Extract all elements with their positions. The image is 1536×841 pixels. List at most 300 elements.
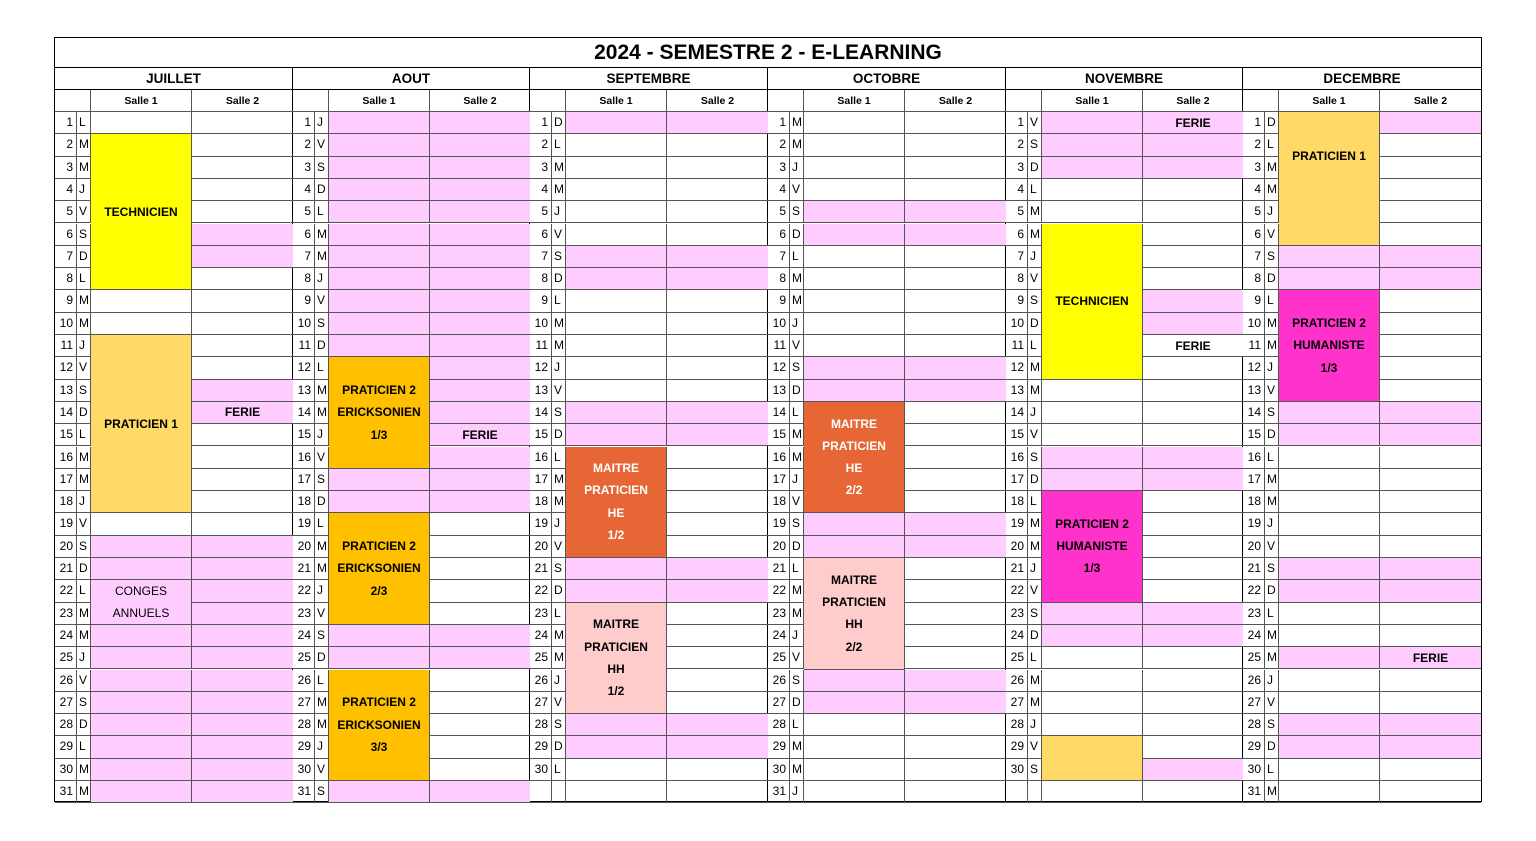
- salle-2-cell[interactable]: [192, 781, 293, 803]
- salle-1-cell[interactable]: [1042, 201, 1143, 223]
- salle-1-cell[interactable]: [1042, 134, 1143, 156]
- salle-2-cell[interactable]: [1380, 357, 1481, 379]
- salle-1-cell[interactable]: [1279, 647, 1380, 669]
- salle-2-cell[interactable]: [667, 157, 768, 179]
- salle-1-cell[interactable]: [1042, 424, 1143, 446]
- salle-2-cell[interactable]: [192, 714, 293, 736]
- salle-1-cell[interactable]: [804, 112, 905, 134]
- salle-1-cell[interactable]: [566, 201, 667, 223]
- salle-2-cell[interactable]: [192, 558, 293, 580]
- salle-1-cell[interactable]: [804, 536, 905, 558]
- salle-1-cell[interactable]: [1042, 692, 1143, 714]
- salle-2-cell[interactable]: [1143, 625, 1243, 647]
- salle-2-cell[interactable]: [905, 647, 1006, 669]
- salle-1-cell[interactable]: [1042, 714, 1143, 736]
- salle-2-cell[interactable]: [192, 246, 293, 268]
- salle-2-cell[interactable]: [1143, 201, 1243, 223]
- salle-2-cell[interactable]: [1143, 313, 1243, 335]
- salle-1-cell[interactable]: [1042, 447, 1143, 469]
- salle-2-cell[interactable]: [905, 759, 1006, 781]
- salle-1-cell[interactable]: [91, 781, 192, 803]
- salle-1-cell[interactable]: [329, 179, 430, 201]
- salle-1-cell[interactable]: [329, 112, 430, 134]
- salle-1-cell[interactable]: [804, 157, 905, 179]
- salle-2-cell[interactable]: [192, 469, 293, 491]
- salle-1-cell[interactable]: [329, 335, 430, 357]
- salle-2-cell[interactable]: [1143, 536, 1243, 558]
- salle-1-cell[interactable]: [1279, 603, 1380, 625]
- salle-2-cell[interactable]: [905, 536, 1006, 558]
- salle-2-cell[interactable]: [905, 736, 1006, 758]
- salle-1-cell[interactable]: [804, 714, 905, 736]
- salle-2-cell[interactable]: [192, 313, 293, 335]
- salle-2-cell[interactable]: [1380, 179, 1481, 201]
- salle-1-cell[interactable]: [804, 380, 905, 402]
- salle-2-cell[interactable]: [667, 558, 768, 580]
- salle-2-cell[interactable]: [667, 201, 768, 223]
- salle-1-cell[interactable]: [329, 157, 430, 179]
- salle-2-cell[interactable]: [430, 112, 530, 134]
- salle-2-cell[interactable]: [667, 580, 768, 602]
- salle-2-cell[interactable]: [1143, 513, 1243, 535]
- salle-2-cell[interactable]: [1380, 603, 1481, 625]
- salle-2-cell[interactable]: [430, 335, 530, 357]
- salle-1-cell[interactable]: [1279, 625, 1380, 647]
- salle-1-cell[interactable]: [566, 246, 667, 268]
- salle-2-cell[interactable]: [430, 781, 530, 803]
- session-block[interactable]: [329, 670, 430, 782]
- salle-2-cell[interactable]: [667, 134, 768, 156]
- salle-2-cell[interactable]: [1380, 290, 1481, 312]
- salle-2-cell[interactable]: [905, 670, 1006, 692]
- salle-1-cell[interactable]: [91, 714, 192, 736]
- salle-2-cell[interactable]: [1380, 558, 1481, 580]
- salle-1-cell[interactable]: [804, 736, 905, 758]
- salle-2-cell[interactable]: [1143, 670, 1243, 692]
- salle-2-cell[interactable]: [667, 781, 768, 803]
- salle-2-cell[interactable]: [1380, 736, 1481, 758]
- salle-2-cell[interactable]: [905, 290, 1006, 312]
- salle-2-cell[interactable]: [1380, 201, 1481, 223]
- salle-1-cell[interactable]: [1042, 112, 1143, 134]
- salle-2-cell[interactable]: [430, 759, 530, 781]
- salle-2-cell[interactable]: [430, 491, 530, 513]
- salle-2-cell[interactable]: [1380, 112, 1481, 134]
- salle-2-cell[interactable]: [1143, 290, 1243, 312]
- session-block[interactable]: [566, 603, 667, 715]
- salle-2-cell[interactable]: [430, 692, 530, 714]
- salle-2-cell[interactable]: [192, 357, 293, 379]
- salle-1-cell[interactable]: [329, 781, 430, 803]
- session-block[interactable]: [1279, 112, 1380, 246]
- salle-1-cell[interactable]: [804, 670, 905, 692]
- salle-2-cell[interactable]: [1380, 134, 1481, 156]
- salle-1-cell[interactable]: [566, 134, 667, 156]
- salle-2-cell[interactable]: [1380, 625, 1481, 647]
- salle-1-cell[interactable]: [329, 625, 430, 647]
- salle-2-cell[interactable]: [192, 224, 293, 246]
- salle-2-cell[interactable]: [667, 759, 768, 781]
- salle-2-cell[interactable]: [1143, 469, 1243, 491]
- salle-2-cell[interactable]: [1143, 424, 1243, 446]
- salle-1-cell[interactable]: [91, 313, 192, 335]
- session-block[interactable]: [1042, 736, 1143, 781]
- salle-2-cell[interactable]: [667, 335, 768, 357]
- salle-1-cell[interactable]: [804, 201, 905, 223]
- salle-1-cell[interactable]: [1279, 759, 1380, 781]
- session-block[interactable]: [192, 402, 293, 424]
- session-block[interactable]: [566, 447, 667, 559]
- salle-2-cell[interactable]: [430, 201, 530, 223]
- salle-2-cell[interactable]: [192, 670, 293, 692]
- salle-2-cell[interactable]: [1143, 402, 1243, 424]
- salle-2-cell[interactable]: [1380, 781, 1481, 803]
- session-block[interactable]: [804, 402, 905, 514]
- salle-1-cell[interactable]: [1042, 670, 1143, 692]
- salle-1-cell[interactable]: [1042, 603, 1143, 625]
- salle-1-cell[interactable]: [329, 491, 430, 513]
- salle-1-cell[interactable]: [329, 224, 430, 246]
- salle-1-cell[interactable]: [1279, 424, 1380, 446]
- salle-1-cell[interactable]: [91, 670, 192, 692]
- session-block[interactable]: [804, 558, 905, 670]
- salle-2-cell[interactable]: [1380, 536, 1481, 558]
- salle-2-cell[interactable]: [192, 134, 293, 156]
- session-block[interactable]: [1042, 224, 1143, 380]
- salle-2-cell[interactable]: [1143, 491, 1243, 513]
- salle-2-cell[interactable]: [1143, 781, 1243, 803]
- salle-2-cell[interactable]: [430, 380, 530, 402]
- salle-1-cell[interactable]: [1279, 268, 1380, 290]
- salle-2-cell[interactable]: [430, 558, 530, 580]
- salle-1-cell[interactable]: [804, 781, 905, 803]
- salle-2-cell[interactable]: [430, 536, 530, 558]
- salle-2-cell[interactable]: [430, 513, 530, 535]
- salle-2-cell[interactable]: [667, 513, 768, 535]
- salle-1-cell[interactable]: [566, 424, 667, 446]
- salle-2-cell[interactable]: [667, 692, 768, 714]
- salle-2-cell[interactable]: [192, 179, 293, 201]
- salle-2-cell[interactable]: [192, 380, 293, 402]
- salle-2-cell[interactable]: [192, 424, 293, 446]
- salle-2-cell[interactable]: [430, 290, 530, 312]
- salle-2-cell[interactable]: [905, 268, 1006, 290]
- salle-2-cell[interactable]: [192, 268, 293, 290]
- salle-2-cell[interactable]: [430, 357, 530, 379]
- session-block[interactable]: [329, 513, 430, 625]
- salle-2-cell[interactable]: [905, 603, 1006, 625]
- salle-1-cell[interactable]: [329, 134, 430, 156]
- salle-2-cell[interactable]: [667, 603, 768, 625]
- salle-2-cell[interactable]: [430, 625, 530, 647]
- salle-2-cell[interactable]: [905, 201, 1006, 223]
- salle-2-cell[interactable]: [667, 469, 768, 491]
- salle-1-cell[interactable]: [329, 268, 430, 290]
- salle-1-cell[interactable]: [1042, 647, 1143, 669]
- salle-1-cell[interactable]: [804, 224, 905, 246]
- salle-2-cell[interactable]: [667, 736, 768, 758]
- salle-1-cell[interactable]: [1279, 402, 1380, 424]
- salle-1-cell[interactable]: [804, 246, 905, 268]
- salle-2-cell[interactable]: [667, 536, 768, 558]
- salle-2-cell[interactable]: [1143, 714, 1243, 736]
- salle-1-cell[interactable]: [329, 469, 430, 491]
- salle-2-cell[interactable]: [905, 580, 1006, 602]
- salle-2-cell[interactable]: [1143, 447, 1243, 469]
- salle-2-cell[interactable]: [1380, 513, 1481, 535]
- salle-2-cell[interactable]: [192, 112, 293, 134]
- salle-2-cell[interactable]: [430, 157, 530, 179]
- salle-2-cell[interactable]: [905, 112, 1006, 134]
- salle-2-cell[interactable]: [667, 647, 768, 669]
- salle-2-cell[interactable]: [1143, 157, 1243, 179]
- salle-1-cell[interactable]: [566, 580, 667, 602]
- salle-2-cell[interactable]: [905, 157, 1006, 179]
- salle-1-cell[interactable]: [1279, 513, 1380, 535]
- session-block[interactable]: [1143, 335, 1243, 357]
- salle-2-cell[interactable]: [430, 224, 530, 246]
- salle-1-cell[interactable]: [804, 313, 905, 335]
- salle-2-cell[interactable]: [430, 134, 530, 156]
- salle-1-cell[interactable]: [91, 736, 192, 758]
- salle-1-cell[interactable]: [1042, 469, 1143, 491]
- salle-2-cell[interactable]: [1143, 134, 1243, 156]
- salle-1-cell[interactable]: [566, 268, 667, 290]
- salle-2-cell[interactable]: [667, 179, 768, 201]
- salle-2-cell[interactable]: [192, 647, 293, 669]
- salle-2-cell[interactable]: [1143, 357, 1243, 379]
- salle-2-cell[interactable]: [1380, 313, 1481, 335]
- salle-1-cell[interactable]: [566, 335, 667, 357]
- salle-1-cell[interactable]: [91, 692, 192, 714]
- salle-2-cell[interactable]: [192, 625, 293, 647]
- salle-2-cell[interactable]: [430, 580, 530, 602]
- salle-2-cell[interactable]: [905, 625, 1006, 647]
- salle-2-cell[interactable]: [430, 670, 530, 692]
- salle-1-cell[interactable]: [566, 558, 667, 580]
- salle-1-cell[interactable]: [566, 290, 667, 312]
- salle-2-cell[interactable]: [1143, 268, 1243, 290]
- salle-2-cell[interactable]: [1380, 246, 1481, 268]
- salle-1-cell[interactable]: [91, 625, 192, 647]
- salle-2-cell[interactable]: [192, 290, 293, 312]
- salle-1-cell[interactable]: [566, 402, 667, 424]
- salle-2-cell[interactable]: [192, 759, 293, 781]
- salle-2-cell[interactable]: [1143, 647, 1243, 669]
- salle-2-cell[interactable]: [1380, 491, 1481, 513]
- salle-2-cell[interactable]: [667, 357, 768, 379]
- salle-1-cell[interactable]: [1042, 402, 1143, 424]
- salle-1-cell[interactable]: [1279, 736, 1380, 758]
- salle-2-cell[interactable]: [192, 536, 293, 558]
- salle-1-cell[interactable]: [566, 157, 667, 179]
- salle-1-cell[interactable]: [566, 224, 667, 246]
- salle-2-cell[interactable]: [667, 224, 768, 246]
- salle-2-cell[interactable]: [667, 714, 768, 736]
- salle-1-cell[interactable]: [91, 558, 192, 580]
- salle-2-cell[interactable]: [667, 246, 768, 268]
- salle-2-cell[interactable]: [667, 380, 768, 402]
- salle-1-cell[interactable]: [566, 380, 667, 402]
- salle-2-cell[interactable]: [1143, 380, 1243, 402]
- salle-2-cell[interactable]: [667, 447, 768, 469]
- salle-2-cell[interactable]: [1380, 580, 1481, 602]
- salle-2-cell[interactable]: [905, 335, 1006, 357]
- salle-2-cell[interactable]: [905, 447, 1006, 469]
- salle-2-cell[interactable]: [667, 313, 768, 335]
- salle-2-cell[interactable]: [667, 670, 768, 692]
- salle-2-cell[interactable]: [1380, 714, 1481, 736]
- salle-1-cell[interactable]: [1042, 157, 1143, 179]
- salle-2-cell[interactable]: [905, 380, 1006, 402]
- salle-2-cell[interactable]: [430, 447, 530, 469]
- salle-2-cell[interactable]: [667, 424, 768, 446]
- salle-2-cell[interactable]: [1380, 157, 1481, 179]
- salle-2-cell[interactable]: [1380, 380, 1481, 402]
- salle-2-cell[interactable]: [192, 692, 293, 714]
- salle-1-cell[interactable]: [1279, 558, 1380, 580]
- salle-2-cell[interactable]: [1143, 246, 1243, 268]
- salle-2-cell[interactable]: [905, 513, 1006, 535]
- session-block[interactable]: [91, 580, 192, 625]
- salle-1-cell[interactable]: [329, 313, 430, 335]
- salle-2-cell[interactable]: [192, 580, 293, 602]
- salle-1-cell[interactable]: [804, 134, 905, 156]
- salle-1-cell[interactable]: [804, 335, 905, 357]
- salle-2-cell[interactable]: [667, 491, 768, 513]
- salle-2-cell[interactable]: [430, 714, 530, 736]
- salle-2-cell[interactable]: [192, 157, 293, 179]
- salle-2-cell[interactable]: [430, 313, 530, 335]
- salle-1-cell[interactable]: [1279, 692, 1380, 714]
- salle-2-cell[interactable]: [1143, 580, 1243, 602]
- salle-1-cell[interactable]: [1279, 469, 1380, 491]
- salle-1-cell[interactable]: [91, 536, 192, 558]
- salle-2-cell[interactable]: [1143, 558, 1243, 580]
- salle-2-cell[interactable]: [905, 692, 1006, 714]
- salle-2-cell[interactable]: [905, 714, 1006, 736]
- salle-2-cell[interactable]: [1380, 424, 1481, 446]
- salle-2-cell[interactable]: [1380, 670, 1481, 692]
- session-block[interactable]: [91, 335, 192, 513]
- salle-2-cell[interactable]: [430, 268, 530, 290]
- session-block[interactable]: [329, 357, 430, 469]
- salle-2-cell[interactable]: [430, 736, 530, 758]
- salle-2-cell[interactable]: [1380, 402, 1481, 424]
- salle-1-cell[interactable]: [804, 513, 905, 535]
- salle-2-cell[interactable]: [667, 112, 768, 134]
- salle-1-cell[interactable]: [804, 357, 905, 379]
- salle-1-cell[interactable]: [566, 112, 667, 134]
- salle-1-cell[interactable]: [566, 357, 667, 379]
- salle-2-cell[interactable]: [430, 246, 530, 268]
- salle-1-cell[interactable]: [804, 759, 905, 781]
- salle-2-cell[interactable]: [1380, 469, 1481, 491]
- salle-2-cell[interactable]: [192, 513, 293, 535]
- salle-2-cell[interactable]: [1380, 268, 1481, 290]
- salle-2-cell[interactable]: [905, 357, 1006, 379]
- salle-2-cell[interactable]: [192, 603, 293, 625]
- salle-1-cell[interactable]: [1279, 580, 1380, 602]
- salle-2-cell[interactable]: [192, 335, 293, 357]
- salle-1-cell[interactable]: [329, 647, 430, 669]
- salle-2-cell[interactable]: [667, 268, 768, 290]
- salle-2-cell[interactable]: [905, 491, 1006, 513]
- salle-1-cell[interactable]: [1279, 246, 1380, 268]
- salle-1-cell[interactable]: [1279, 447, 1380, 469]
- salle-2-cell[interactable]: [905, 246, 1006, 268]
- salle-1-cell[interactable]: [329, 246, 430, 268]
- salle-2-cell[interactable]: [905, 134, 1006, 156]
- salle-2-cell[interactable]: [905, 469, 1006, 491]
- salle-1-cell[interactable]: [91, 513, 192, 535]
- salle-1-cell[interactable]: [566, 759, 667, 781]
- salle-1-cell[interactable]: [1279, 670, 1380, 692]
- salle-2-cell[interactable]: [905, 179, 1006, 201]
- salle-2-cell[interactable]: [1143, 736, 1243, 758]
- session-block[interactable]: [1143, 112, 1243, 134]
- salle-2-cell[interactable]: [905, 402, 1006, 424]
- salle-1-cell[interactable]: [566, 736, 667, 758]
- salle-1-cell[interactable]: [1042, 781, 1143, 803]
- salle-1-cell[interactable]: [1279, 536, 1380, 558]
- salle-2-cell[interactable]: [905, 424, 1006, 446]
- salle-2-cell[interactable]: [667, 290, 768, 312]
- salle-2-cell[interactable]: [667, 625, 768, 647]
- salle-1-cell[interactable]: [329, 201, 430, 223]
- salle-2-cell[interactable]: [430, 469, 530, 491]
- salle-1-cell[interactable]: [91, 290, 192, 312]
- salle-1-cell[interactable]: [91, 759, 192, 781]
- salle-2-cell[interactable]: [192, 201, 293, 223]
- salle-1-cell[interactable]: [804, 179, 905, 201]
- session-block[interactable]: [430, 424, 530, 446]
- salle-2-cell[interactable]: [430, 603, 530, 625]
- salle-2-cell[interactable]: [1143, 759, 1243, 781]
- salle-2-cell[interactable]: [1380, 224, 1481, 246]
- salle-1-cell[interactable]: [329, 290, 430, 312]
- session-block[interactable]: [1042, 491, 1143, 603]
- salle-2-cell[interactable]: [1380, 692, 1481, 714]
- salle-2-cell[interactable]: [905, 781, 1006, 803]
- salle-1-cell[interactable]: [566, 781, 667, 803]
- salle-1-cell[interactable]: [1279, 491, 1380, 513]
- salle-1-cell[interactable]: [91, 647, 192, 669]
- salle-1-cell[interactable]: [1279, 781, 1380, 803]
- salle-1-cell[interactable]: [566, 714, 667, 736]
- salle-2-cell[interactable]: [430, 647, 530, 669]
- salle-1-cell[interactable]: [804, 692, 905, 714]
- salle-1-cell[interactable]: [804, 268, 905, 290]
- salle-2-cell[interactable]: [1143, 692, 1243, 714]
- salle-2-cell[interactable]: [192, 736, 293, 758]
- salle-1-cell[interactable]: [1042, 179, 1143, 201]
- salle-1-cell[interactable]: [1042, 625, 1143, 647]
- salle-2-cell[interactable]: [1143, 179, 1243, 201]
- salle-2-cell[interactable]: [430, 402, 530, 424]
- salle-2-cell[interactable]: [905, 224, 1006, 246]
- salle-2-cell[interactable]: [1143, 224, 1243, 246]
- salle-1-cell[interactable]: [1279, 714, 1380, 736]
- salle-2-cell[interactable]: [1380, 759, 1481, 781]
- salle-1-cell[interactable]: [91, 112, 192, 134]
- salle-1-cell[interactable]: [1042, 380, 1143, 402]
- session-block[interactable]: [91, 134, 192, 290]
- salle-2-cell[interactable]: [430, 179, 530, 201]
- salle-1-cell[interactable]: [566, 313, 667, 335]
- salle-2-cell[interactable]: [1143, 603, 1243, 625]
- salle-2-cell[interactable]: [1380, 447, 1481, 469]
